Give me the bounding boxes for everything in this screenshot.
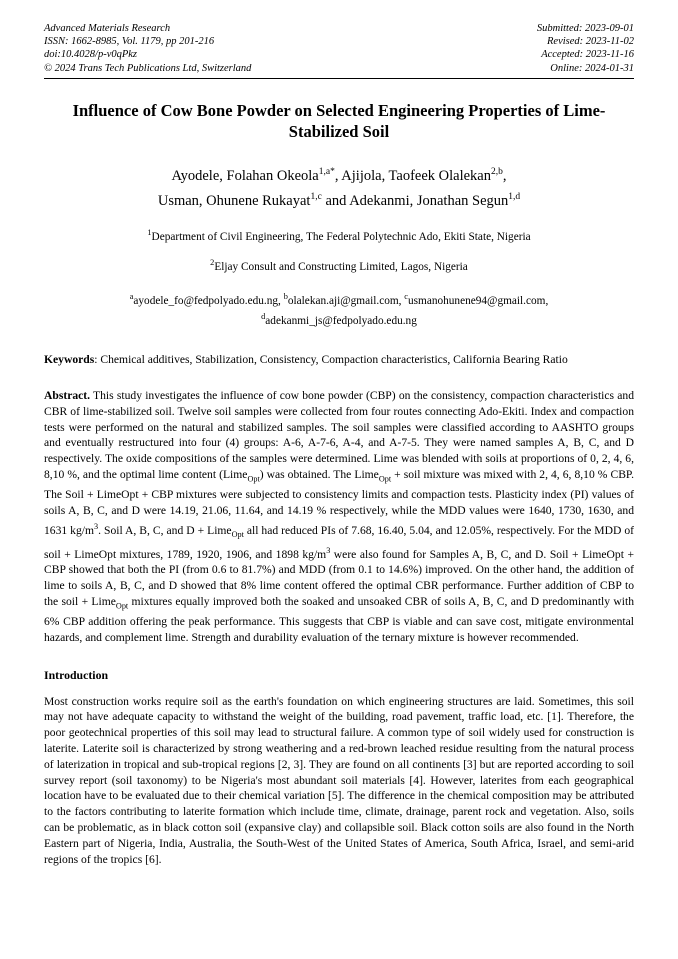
- email-c-sup: c: [404, 292, 408, 301]
- introduction-paragraph: Most construction works require soil as the earth's foundation on which engineering structures are laid. Sometimes, this soil may not have adequate capacity to withstand the weight of the building, road pavement, traffic load, etc. [1]. Therefore, the poor geotechnical properties of this soil may lead to structural failure. A common type of soil widely used for construction is laterite. Laterite soil is characterized by strong weathering and a red-brown leached residue resulting from the natural process of laterization in tropical and sub-tropical regions [2, 3]. They are found on all continents [3] but are reported according to soil survey report (soil taxonomy) to be Nigeria's most abundant soil materials [4]. However, laterites from each geographical location have to be evaluated due to their chemical variation [5]. The difference in the chemical composition may be attributed to the factors contributing to laterite formation which include time, climate, drainage, parent rock and vegetation. Also, soils can be problematic, as in black cotton soil (expansive clay) and collapsible soil. Black cotton soils are also found in the North Eastern part of Nigeria, India, Australia, the South-West of the United States of America, South Africa, Israel, and semi-arid regions of the tropics [6].: [44, 694, 634, 866]
- abstract-part-2: ) was obtained. The Lime: [259, 468, 379, 482]
- abstract-part-1: This study investigates the influence of cow bone powder (CBP) on the consistency, compaction characteristics and CBR of lime-stabilized soil. Twelve soil samples were collected from four routes connecting Ado-Ekiti. Index and compaction tests were performed on the natural and stabilized samples. The soil samples were classified according to AASHTO groups and eventually restructured into four (4) groups: A-6, A-7-6, A-4, and A-7-5. They were named samples A, B, C, and D respectively. The oxide compositions of the samples were determined. Lime was blended with soils at proportions of 0, 2, 4, 6, 8,10 %, and the optimal lime content (Lime: [44, 389, 634, 482]
- affiliation-1-sup: 1: [147, 228, 152, 238]
- affiliation-1-text: Department of Civil Engineering, The Federal Polytechnic Ado, Ekiti State, Nigeria: [151, 231, 531, 244]
- abstract-sub-4: Opt: [115, 601, 129, 611]
- affiliation-1: [44, 224, 634, 246]
- header-left: [44, 22, 251, 75]
- author-1-sup: 1,a*: [318, 166, 335, 177]
- author-list: [44, 162, 634, 212]
- abstract-sub-2: Opt: [378, 474, 392, 484]
- keywords-label: Keywords: [44, 352, 95, 366]
- author-4-name: and Adekanmi, Jonathan Segun: [321, 192, 509, 209]
- email-a-sup: a: [129, 292, 134, 301]
- journal-name: Advanced Materials Research: [44, 23, 171, 34]
- journal-copyright: © 2024 Trans Tech Publications Ltd, Switzerland: [44, 62, 252, 74]
- abstract-part-5: all had reduced PIs of 7.68, 16.40, 5.04, and 12.05%, respectively. For the MDD of soil + LimeOpt mixtures, 1789, 1920, 1906, and 1898 kg/m: [44, 523, 634, 561]
- email-c: usmanohunene94@gmail.com,: [407, 294, 549, 307]
- email-line-1: [44, 289, 634, 309]
- introduction-heading: Introduction: [44, 667, 109, 682]
- affiliation-2-text: Eljay Consult and Constructing Limited, Lagos, Nigeria: [214, 261, 468, 273]
- author-4-sup: 1,d: [508, 191, 521, 202]
- abstract-part-4: . Soil A, B, C, and D + Lime: [98, 523, 232, 537]
- abstract-sub-1: Opt: [247, 474, 260, 484]
- abstract-part-7: mixtures equally improved both the soaked and unsoaked CBR of soils A, B, C, and D predominantly with 6% CBP addition offering the peak performance. This suggests that CBP is viable and can save cost, mitigate environmental hazards, and complement lime. Strength and durability evaluation of the ternary mixture is however recommended.: [44, 594, 634, 644]
- author-1-name: Ayodele, Folahan Okeola: [171, 167, 319, 184]
- affiliation-2: [44, 254, 634, 276]
- abstract-part-6: were also found for Samples A, B, C, and D. Soil + LimeOpt + CBP showed that both the PI (from 0.6 to 81.7%) and MDD (from 0.1 to 14.6%) improved. On the other hand, the addition of lime to soils A, B, C, and D showed that 8% lime content offered the optimal CBR performance. Further addition of CBP to the soil + Lime: [44, 547, 634, 608]
- abstract-sup-1: 3: [94, 521, 99, 531]
- abstract-label: Abstract.: [44, 389, 91, 403]
- keywords-text: : Chemical additives, Stabilization, Consistency, Compaction characteristics, California Bearing Ratio: [94, 352, 568, 366]
- keywords-block: [44, 352, 634, 368]
- author-3-sup: 1,c: [310, 191, 322, 202]
- author-emails: [44, 289, 634, 329]
- submitted-date: Submitted: 2023-09-01: [536, 23, 634, 34]
- abstract-sub-3: Opt: [231, 529, 244, 539]
- revised-date: Revised: 2023-11-02: [547, 36, 634, 48]
- email-d: adekanmi_js@fedpolyado.edu.ng: [265, 314, 417, 327]
- author-2-name: , Ajijola, Taofeek Olalekan: [334, 167, 491, 184]
- email-d-sup: d: [261, 311, 266, 321]
- abstract-block: [44, 388, 634, 646]
- email-a: ayodele_fo@fedpolyado.edu.ng,: [133, 294, 284, 307]
- affiliation-2-sup: 2: [210, 258, 215, 268]
- author-line-2: [44, 187, 634, 212]
- email-b: olalekan.aji@gmail.com,: [287, 294, 405, 307]
- author-line-1: [44, 162, 634, 187]
- author-2-sup: 2,b: [491, 166, 503, 177]
- accepted-date: Accepted: 2023-11-16: [541, 49, 634, 61]
- abstract-sup-2: 3: [326, 545, 331, 555]
- author-line-1-end: ,: [502, 167, 507, 184]
- author-3-name: Usman, Ohunene Rukayat: [157, 192, 311, 209]
- online-date: Online: 2024-01-31: [550, 62, 634, 74]
- page-header: [44, 22, 634, 79]
- header-right: [537, 22, 634, 75]
- paper-title: Influence of Cow Bone Powder on Selected Engineering Properties of Lime-Stabilized Soil: [72, 100, 606, 141]
- email-b-sup: b: [283, 292, 288, 301]
- abstract-part-3: + soil mixture was mixed with 2, 4, 6, 8,10 % CBP. The Soil + LimeOpt + CBP mixtures were subjected to consistency limits and compaction tests. Plasticity index (PI) values of soils A, B, C, and D were 14.19, 21.06, 11.64, and 14.19 % respectively, while the MDD values were 1640, 1730, 1630, and 1631 kg/m: [44, 468, 634, 537]
- email-line-2: [44, 309, 634, 329]
- journal-issn: ISSN: 1662-8985, Vol. 1179, pp 201-216: [44, 36, 215, 48]
- journal-doi: doi:10.4028/p-v0qPkz: [44, 49, 138, 61]
